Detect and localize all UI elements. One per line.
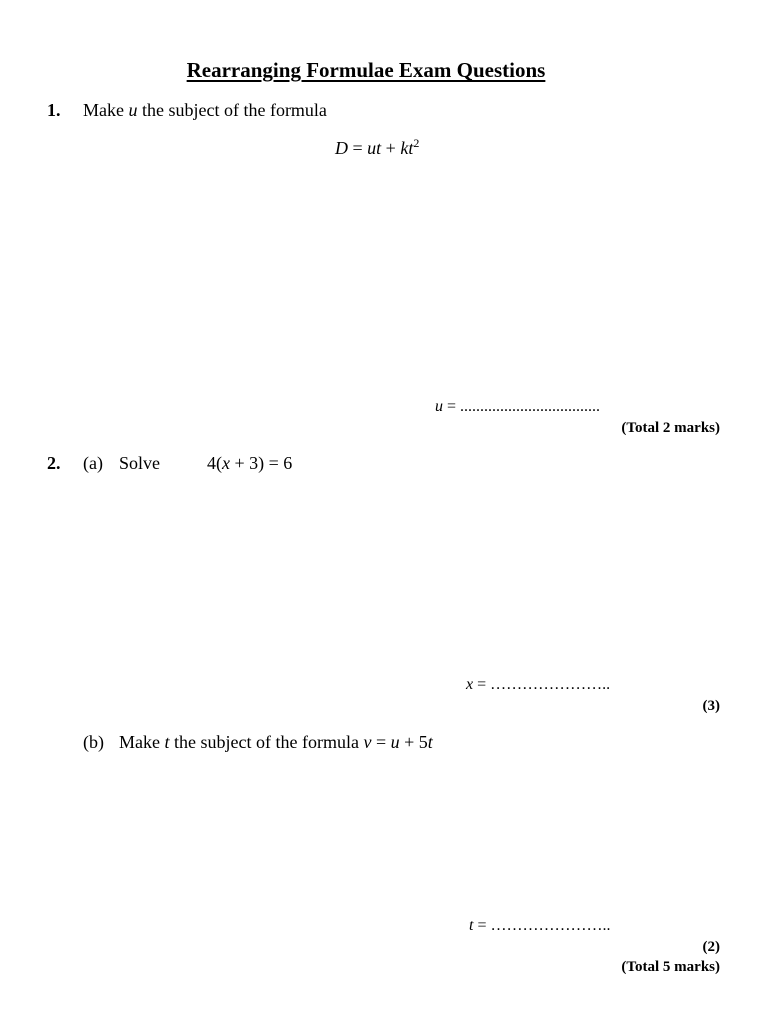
formula-plus: + (381, 138, 401, 158)
question-2b-label: (b) (83, 732, 104, 752)
question-2b-prompt-pre: Make (119, 732, 165, 752)
question-2b-answer-eq: = (473, 917, 491, 934)
question-2a-equation (207, 453, 292, 474)
question-2-total-marks: (Total 5 marks) (621, 959, 720, 975)
question-2a-eq-var: x (222, 453, 230, 473)
question-2a-instruction: Solve (119, 453, 161, 473)
question-1-answer-var: u (435, 398, 443, 415)
question-2b-prompt (119, 732, 433, 753)
question-2b-formula-v: v (363, 732, 372, 752)
page-title: Rearranging Formulae Exam Questions (186, 58, 546, 82)
question-2a-answer-dots: ………………….. (490, 676, 611, 693)
question-2a-answer-var: x (466, 676, 474, 693)
formula-lhs-var: D (335, 138, 348, 158)
question-2b-formula-plus: + 5 (399, 732, 428, 752)
question-2b-prompt-var: t (164, 732, 170, 752)
question-2b-marks: (2) (702, 939, 720, 955)
question-2a-label: (a) (83, 453, 103, 473)
question-2-number: 2. (47, 453, 61, 473)
question-1-prompt-pre: Make (83, 100, 129, 120)
question-2a-eq-pre: 4( (207, 453, 222, 473)
question-1-prompt-var: u (128, 100, 138, 120)
question-1-answer-dots: ................................... (460, 398, 601, 415)
question-2b-answer-var: t (469, 917, 474, 934)
formula-term1: ut (367, 138, 382, 158)
question-2a-eq-post: + 3) = 6 (230, 453, 293, 473)
question-2a-answer-eq: = (473, 676, 491, 693)
question-1-number: 1. (47, 100, 61, 120)
question-2b-formula-t: t (427, 732, 433, 752)
question-2a-marks: (3) (702, 698, 720, 714)
question-2b-answer-line[interactable] (469, 917, 610, 935)
question-1-answer-eq: = (443, 398, 461, 415)
question-2b-formula-eq: = (371, 732, 391, 752)
question-1-answer-line[interactable] (435, 398, 600, 416)
question-1-formula (335, 138, 419, 159)
question-1-prompt-post: the subject of the formula (137, 100, 327, 120)
question-2b-prompt-mid: the subject of the formula (169, 732, 364, 752)
question-1-total-marks: (Total 2 marks) (621, 420, 720, 436)
question-2a-answer-line[interactable] (466, 676, 610, 694)
question-2b-answer-dots: ………………….. (490, 917, 611, 934)
formula-exponent: 2 (413, 136, 420, 150)
question-1-prompt (83, 100, 327, 121)
question-2b-formula-u: u (390, 732, 400, 752)
formula-term2: kt (400, 138, 414, 158)
formula-equals: = (348, 138, 368, 158)
